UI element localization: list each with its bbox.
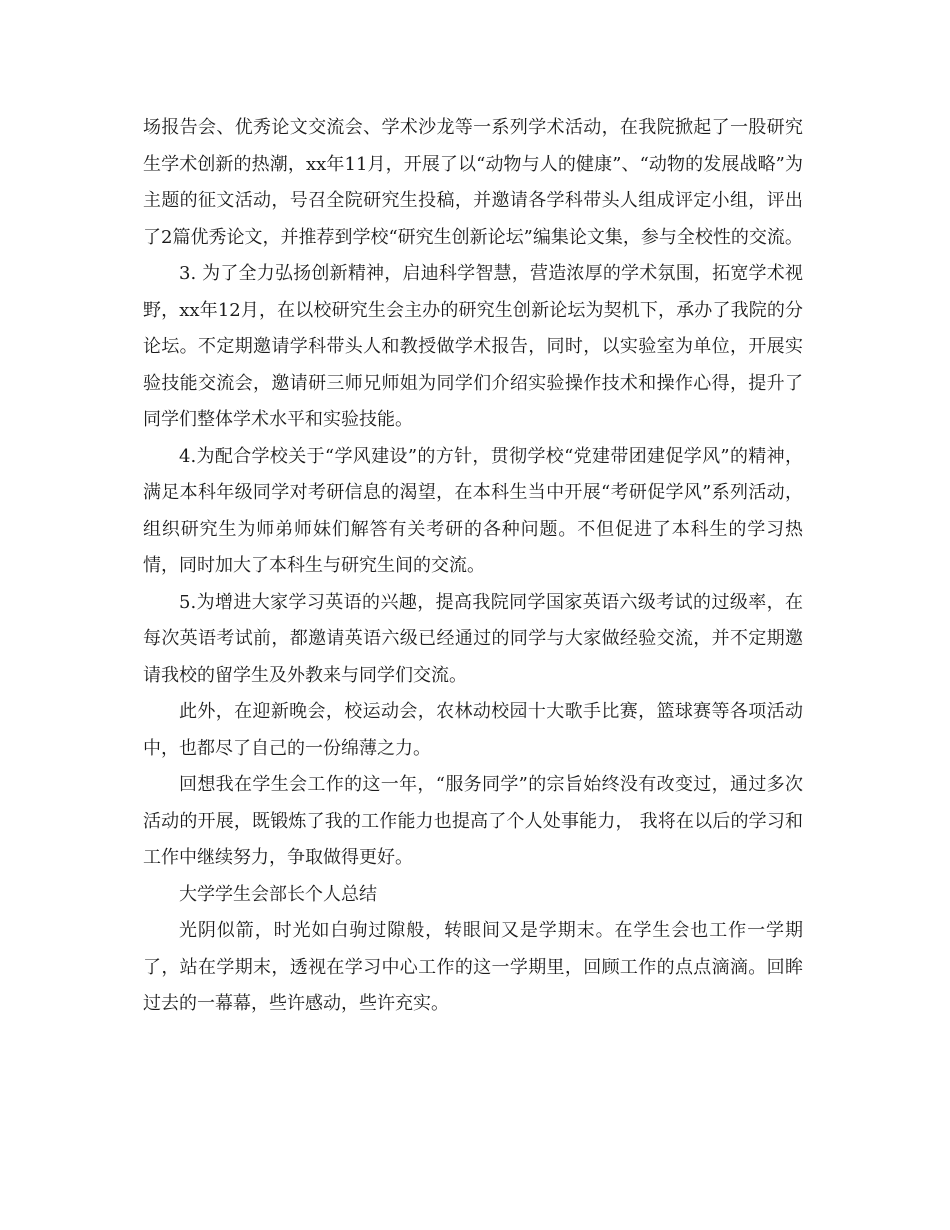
document-body bbox=[143, 110, 803, 1023]
paragraph-item-5: 5.为增进大家学习英语的兴趣，提高我院同学国家英语六级考试的过级率，在每次英语考试前，都邀请英语六级已经通过的同学与大家做经验交流，并不定期邀请我校的留学生及外教来与同学们交流。 bbox=[143, 591, 803, 686]
paragraph-continuation: 场报告会、优秀论文交流会、学术沙龙等一系列学术活动，在我院掀起了一股研究生学术创新的热潮，xx年11月，开展了以“动物与人的健康”、“动物的发展战略”为主题的征文活动，号召全院研究生投稿，并邀请各学科带头人组成评定小组，评出了2篇优秀论文，并推荐到学校“研究生创新论坛”编集论文集，参与全校性的交流。 bbox=[143, 117, 803, 248]
paragraph-other-activities: 此外，在迎新晚会，校运动会，农林动校园十大歌手比赛，篮球赛等各项活动中，也都尽了自己的一份绵薄之力。 bbox=[143, 701, 803, 759]
paragraph-item-3: 3. 为了全力弘扬创新精神，启迪科学智慧，营造浓厚的学术氛围，拓宽学术视野，xx年12月，在以校研究生会主办的研究生创新论坛为契机下，承办了我院的分论坛。不定期邀请学科带头人和教授做学术报告，同时，以实验室为单位，开展实验技能交流会，邀请研三师兄师姐为同学们介绍实验操作技术和操作心得，提升了同学们整体学术水平和实验技能。 bbox=[143, 263, 803, 430]
paragraph-closing: 光阴似箭，时光如白驹过隙般，转眼间又是学期末。在学生会也工作一学期了，站在学期末，透视在学习中心工作的这一学期里，回顾工作的点点滴滴。回眸过去的一幕幕，些许感动，些许充实。 bbox=[143, 920, 803, 1014]
paragraph-reflection: 回想我在学生会工作的这一年，“服务同学”的宗旨始终没有改变过，通过多次活动的开展，既锻炼了我的工作能力也提高了个人处事能力， 我将在以后的学习和工作中继续努力，争取做得更好。 bbox=[143, 774, 803, 868]
paragraph-item-4: 4.为配合学校关于“学风建设”的方针，贯彻学校“党建带团建促学风”的精神，满足本科年级同学对考研信息的渴望，在本科生当中开展“考研促学风”系列活动，组织研究生为师弟师妹们解答有关考研的各种问题。不但促进了本科生的学习热情，同时加大了本科生与研究生间的交流。 bbox=[143, 445, 803, 576]
section-title: 大学学生会部长个人总结 bbox=[179, 883, 377, 905]
